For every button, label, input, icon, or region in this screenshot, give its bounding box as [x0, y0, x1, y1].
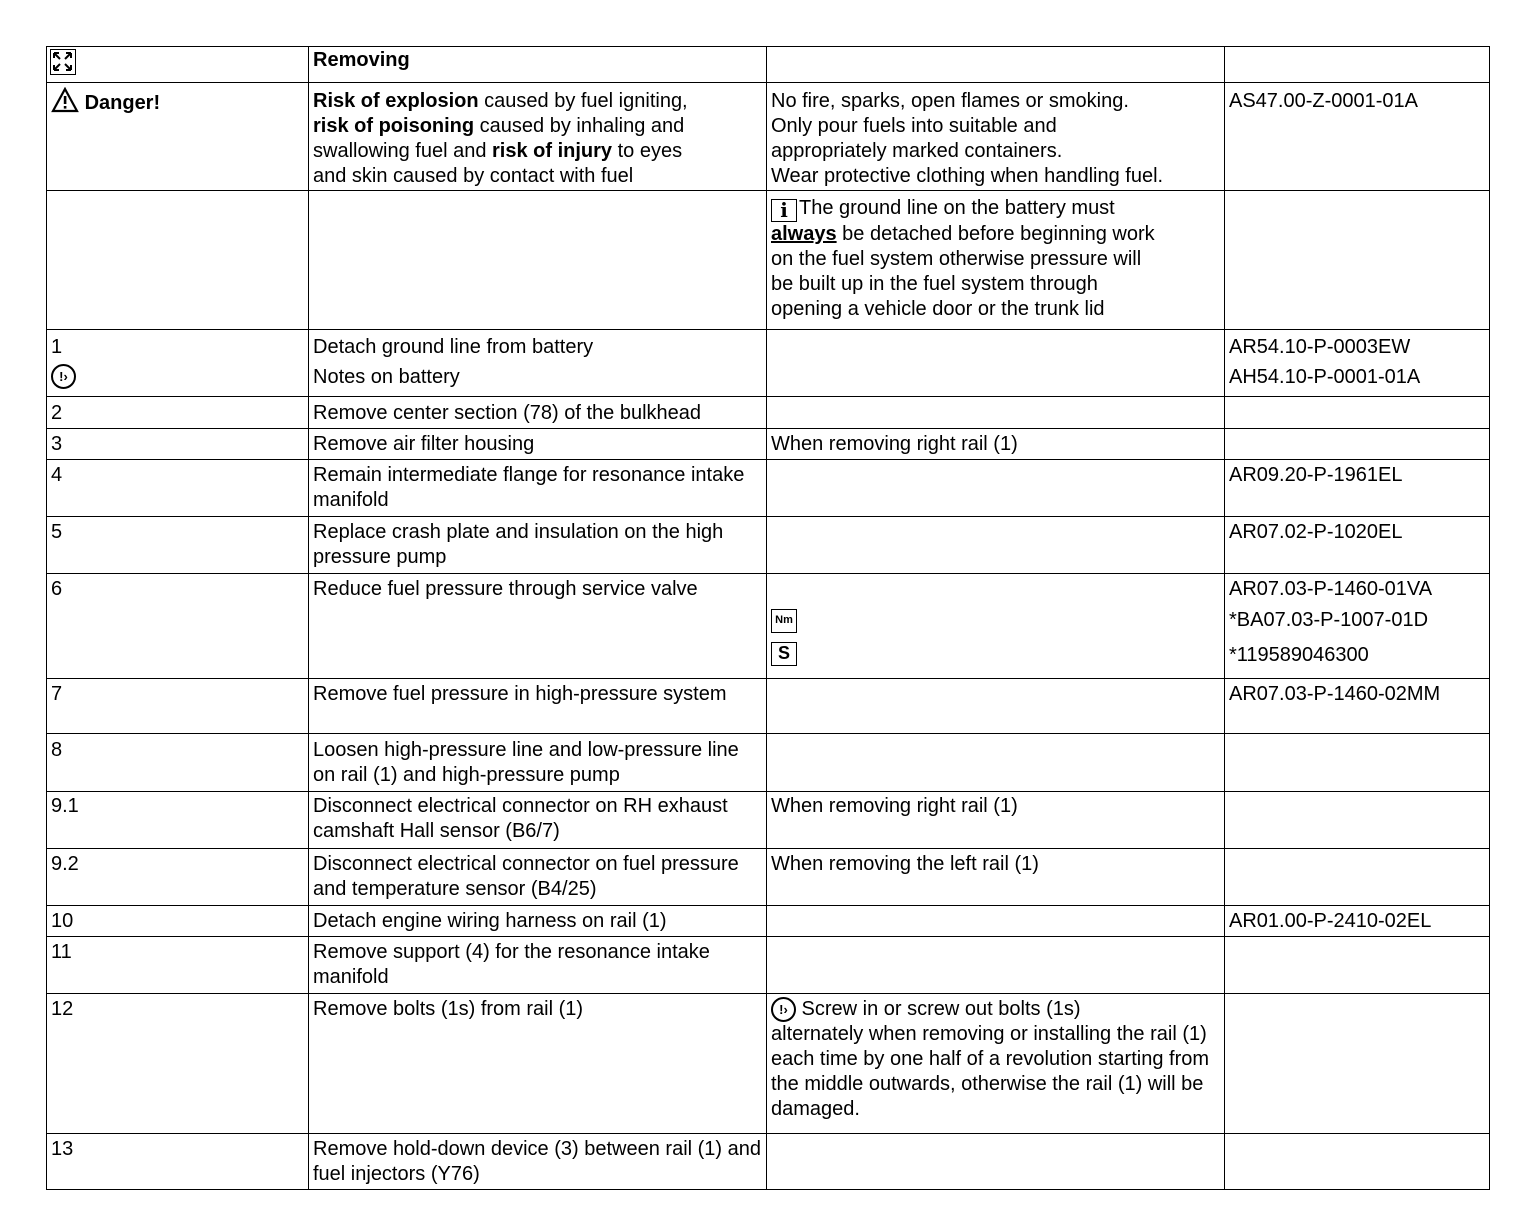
table-row — [47, 330, 1490, 397]
header-row — [47, 47, 1490, 83]
step-text: Remove air filter housing — [309, 429, 767, 460]
step-number: 9.1 — [47, 792, 309, 849]
step-text: Detach engine wiring harness on rail (1) — [309, 906, 767, 937]
step-ref-link[interactable]: AR07.03-P-1460-02MM — [1225, 679, 1490, 734]
measure-line: Wear protective clothing when handling fuel. — [771, 165, 1164, 187]
note-row — [47, 191, 1490, 330]
step-number: 3 — [47, 429, 309, 460]
step-text: Remove center section (78) of the bulkhead — [309, 397, 767, 429]
note-line3: on the fuel system otherwise pressure will — [771, 248, 1142, 270]
warning-icon — [51, 87, 79, 120]
table-row — [47, 679, 1490, 734]
step-number: 7 — [47, 679, 309, 734]
step-number: 6 — [47, 574, 309, 679]
step-ref-link[interactable]: AR07.02-P-1020EL — [1225, 517, 1490, 574]
step-text: Detach ground line from battery — [313, 336, 594, 358]
risk-poisoning-text: caused by inhaling and — [474, 115, 685, 137]
step-text: Remain intermediate flange for resonance intake manifold — [309, 460, 767, 517]
risk-explosion: Risk of explosion — [313, 90, 479, 112]
step-number: 10 — [47, 906, 309, 937]
table-row — [47, 460, 1490, 517]
step-ref-link[interactable]: AR07.03-P-1460-01VA — [1229, 578, 1433, 600]
step-text: Replace crash plate and insulation on the high pressure pump — [309, 517, 767, 574]
measure-line: appropriately marked containers. — [771, 140, 1063, 162]
danger-label: Danger! — [84, 91, 161, 114]
special-tool-icon: S — [771, 642, 797, 666]
step-text: Disconnect electrical connector on fuel pressure and temperature sensor (B4/25) — [309, 849, 767, 906]
danger-row — [47, 83, 1490, 191]
step-number: 12 — [47, 994, 309, 1134]
step-subref-link[interactable]: AH54.10-P-0001-01A — [1229, 366, 1421, 388]
note-line5: opening a vehicle door or the trunk lid — [771, 298, 1105, 320]
table-row — [47, 397, 1490, 429]
section-title: Removing — [313, 49, 410, 71]
table-row — [47, 734, 1490, 792]
measure-line: No fire, sparks, open flames or smoking. — [771, 90, 1129, 112]
notes-icon: !› — [51, 364, 76, 389]
step-text: Reduce fuel pressure through service valve — [309, 574, 767, 679]
step-number: 5 — [47, 517, 309, 574]
fullscreen-icon[interactable] — [50, 49, 76, 75]
note-line1: The ground line on the battery must — [799, 197, 1115, 219]
step-number: 9.2 — [47, 849, 309, 906]
tool-ref-link[interactable]: *119589046300 — [1229, 644, 1369, 666]
step-number: 1 — [51, 336, 63, 358]
table-row — [47, 429, 1490, 460]
note-line4: be built up in the fuel system through — [771, 273, 1098, 295]
step-text: Remove bolts (1s) from rail (1) — [309, 994, 767, 1134]
step-number: 8 — [47, 734, 309, 792]
risk-explosion-text: caused by fuel igniting, — [478, 90, 688, 112]
step-text: Remove support (4) for the resonance intake manifold — [309, 937, 767, 994]
table-row — [47, 906, 1490, 937]
note-line2: be detached before beginning work — [836, 223, 1155, 245]
step-subtext: Notes on battery — [313, 366, 460, 388]
step-number: 2 — [47, 397, 309, 429]
step-text: Disconnect electrical connector on RH exhaust camshaft Hall sensor (B6/7) — [309, 792, 767, 849]
step-number: 4 — [47, 460, 309, 517]
step-ref-link[interactable]: AR09.20-P-1961EL — [1225, 460, 1490, 517]
procedure-table — [46, 46, 1490, 1190]
danger-line4: and skin caused by contact with fuel — [313, 165, 634, 187]
info-icon: i — [771, 199, 797, 222]
table-row — [47, 574, 1490, 679]
step-ref-link[interactable]: AR54.10-P-0003EW — [1229, 336, 1411, 358]
table-row — [47, 1134, 1490, 1190]
risk-injury-text: to eyes — [612, 140, 683, 162]
step-text: Remove fuel pressure in high-pressure system — [309, 679, 767, 734]
danger-ref-link[interactable]: AS47.00-Z-0001-01A — [1229, 90, 1419, 112]
note-always: always — [771, 223, 837, 245]
step-note: alternately when removing or installing the rail (1) each time by one half of a revolution starting from the middle outwards, otherwise the rail (1) will be damaged. — [771, 1023, 1210, 1121]
step-note: When removing right rail (1) — [767, 429, 1225, 460]
torque-icon: Nm — [771, 609, 797, 633]
step-note: When removing the left rail (1) — [767, 849, 1225, 906]
table-row — [47, 517, 1490, 574]
step-note: When removing right rail (1) — [767, 792, 1225, 849]
step-number: 11 — [47, 937, 309, 994]
step-ref-link[interactable]: AR01.00-P-2410-02EL — [1225, 906, 1490, 937]
step-number: 13 — [47, 1134, 309, 1190]
risk-injury: risk of injury — [492, 140, 613, 162]
step-text: Loosen high-pressure line and low-pressure line on rail (1) and high-pressure pump — [309, 734, 767, 792]
torque-ref-link[interactable]: *BA07.03-P-1007-01D — [1229, 609, 1429, 631]
measure-line: Only pour fuels into suitable and — [771, 115, 1057, 137]
table-row — [47, 994, 1490, 1134]
step-note-first: Screw in or screw out bolts (1s) — [796, 998, 1081, 1020]
step-text: Remove hold-down device (3) between rail (1) and fuel injectors (Y76) — [309, 1134, 767, 1190]
notes-icon: !› — [771, 997, 796, 1022]
risk-poisoning: risk of poisoning — [313, 115, 475, 137]
table-row — [47, 792, 1490, 849]
danger-line3: swallowing fuel and — [313, 140, 492, 162]
table-row — [47, 849, 1490, 906]
table-row — [47, 937, 1490, 994]
